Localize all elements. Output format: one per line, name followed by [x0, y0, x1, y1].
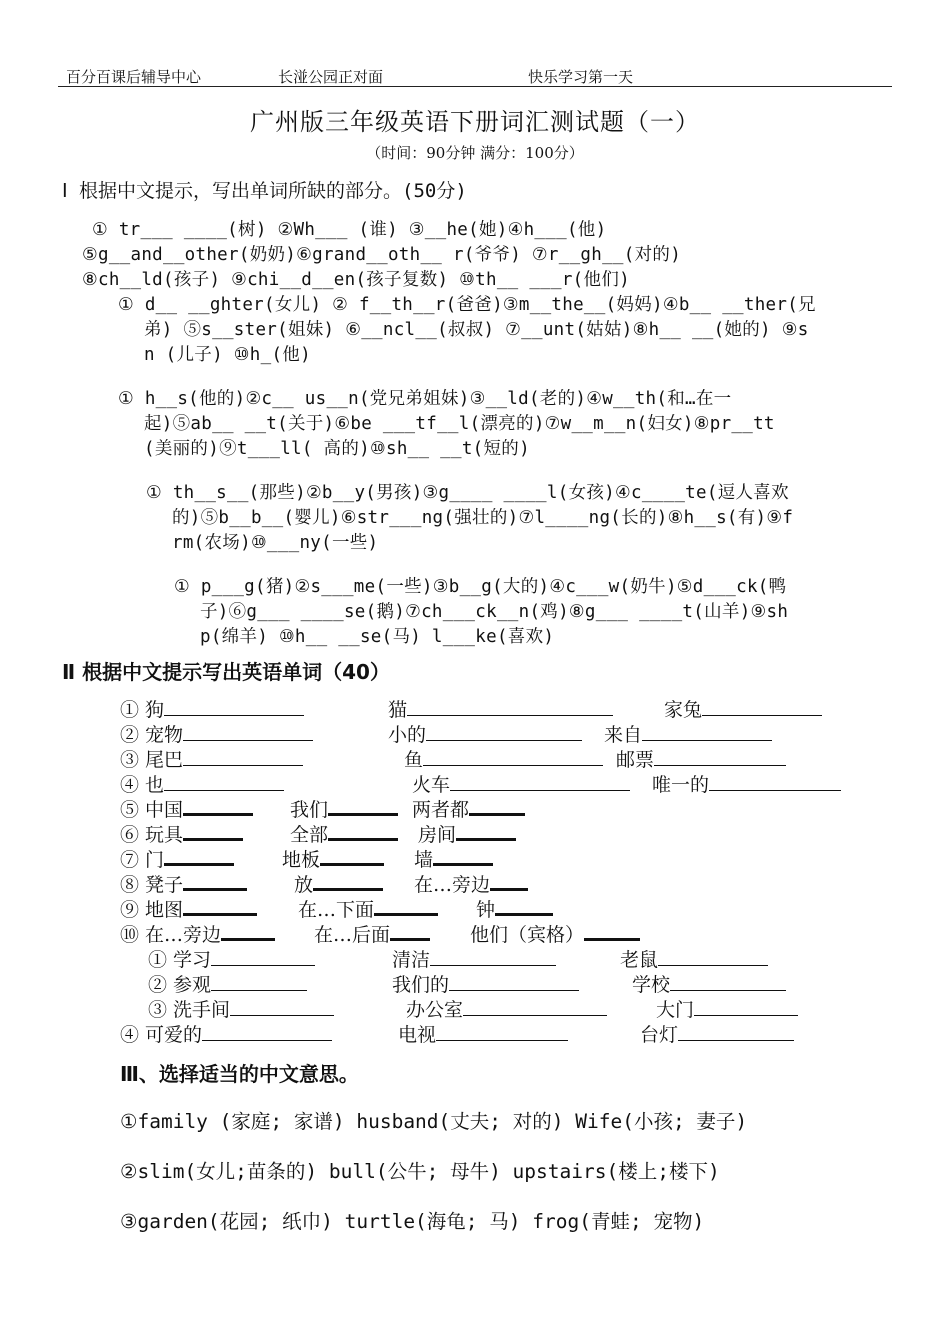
choice-question: ③garden(花园; 纸巾) turtle(海龟; 马) frog(青蛙; 宠物) — [120, 1210, 705, 1233]
answer-blank[interactable] — [390, 921, 430, 941]
vocab-prompt: 两者都 — [412, 799, 470, 821]
vocab-prompt: 唯一的 — [652, 774, 710, 796]
answer-blank[interactable] — [183, 871, 247, 891]
answer-blank[interactable] — [469, 796, 525, 816]
choice-question: ①family (家庭; 家谱) husband(丈夫; 对的) Wife(小孩; 妻子) — [120, 1110, 748, 1133]
vocab-prompt: 小的 — [388, 724, 427, 746]
answer-blank[interactable] — [374, 896, 438, 916]
answer-blank[interactable] — [230, 998, 334, 1016]
vocab-prompt: 我们 — [290, 799, 329, 821]
vocab-prompt: ② 参观 — [148, 974, 212, 996]
answer-blank[interactable] — [211, 973, 307, 991]
answer-blank[interactable] — [183, 796, 253, 816]
answer-blank[interactable] — [313, 871, 383, 891]
vocab-prompt: 台灯 — [640, 1024, 679, 1046]
vocab-prompt: 来自 — [604, 724, 643, 746]
vocab-prompt: ③ 洗手间 — [148, 999, 231, 1021]
vocab-prompt: 猫 — [388, 699, 408, 721]
vocab-prompt: 家兔 — [664, 699, 703, 721]
vocab-prompt: 电视 — [398, 1024, 437, 1046]
answer-blank[interactable] — [183, 723, 313, 741]
vocab-prompt: 办公室 — [406, 999, 464, 1021]
answer-blank[interactable] — [456, 821, 516, 841]
section1-line: ① d__ __ghter(女儿) ② f__th__r(爸爸)③m__the__(妈妈)④b__ __ther(兄 — [118, 295, 816, 315]
section1-line: ⑧ch__ld(孩子) ⑨chi__d__en(孩子复数) ⑩th__ ___r(他们) — [82, 270, 630, 290]
vocab-prompt: 在…旁边 — [414, 874, 491, 896]
vocab-prompt: 学校 — [632, 974, 671, 996]
answer-blank[interactable] — [436, 1023, 568, 1041]
vocab-prompt: ⑦ 门 — [120, 849, 165, 871]
vocab-prompt: 墙 — [414, 849, 434, 871]
section3-heading: Ⅲ、选择适当的中文意思。 — [120, 1062, 359, 1086]
answer-blank[interactable] — [642, 723, 772, 741]
vocab-prompt: ④ 可爱的 — [120, 1024, 203, 1046]
answer-blank[interactable] — [449, 973, 579, 991]
vocab-prompt: 老鼠 — [620, 949, 659, 971]
answer-blank[interactable] — [328, 821, 398, 841]
vocab-prompt: 他们（宾格） — [470, 924, 585, 946]
vocab-prompt: ② 宠物 — [120, 724, 184, 746]
vocab-prompt: 钟 — [476, 899, 496, 921]
section1-line: ⑤g__and__other(奶奶)⑥grand__oth__ r(爷爷) ⑦r__gh__(对的) — [82, 245, 682, 265]
vocab-prompt: 地板 — [282, 849, 321, 871]
vocab-prompt: 在…后面 — [314, 924, 391, 946]
vocab-prompt: 我们的 — [392, 974, 450, 996]
answer-blank[interactable] — [670, 973, 786, 991]
section1-line: 起)⑤ab__ __t(关于)⑥be ___tf__l(漂亮的)⑦w__m__n(妇女)⑧pr__tt — [144, 414, 775, 434]
vocab-prompt: 清洁 — [392, 949, 431, 971]
answer-blank[interactable] — [709, 773, 841, 791]
answer-blank[interactable] — [407, 698, 613, 716]
answer-blank[interactable] — [658, 948, 768, 966]
answer-blank[interactable] — [433, 846, 493, 866]
section1-line: n (儿子) ⑩h_(他) — [144, 345, 311, 365]
vocab-prompt: ⑧ 凳子 — [120, 874, 184, 896]
answer-blank[interactable] — [463, 998, 607, 1016]
answer-blank[interactable] — [211, 948, 315, 966]
answer-blank[interactable] — [164, 846, 234, 866]
answer-blank[interactable] — [450, 773, 630, 791]
answer-blank[interactable] — [183, 748, 303, 766]
answer-blank[interactable] — [430, 948, 556, 966]
answer-blank[interactable] — [164, 698, 304, 716]
header-left: 百分百课后辅导中心 — [66, 68, 202, 86]
vocab-prompt: 在…下面 — [298, 899, 375, 921]
vocab-prompt: ⑥ 玩具 — [120, 824, 184, 846]
section1-line: 的)⑤b__b__(婴儿)⑥str___ng(强壮的)⑦l____ng(长的)⑧h__s(有)⑨f — [172, 508, 794, 528]
vocab-prompt: 邮票 — [616, 749, 655, 771]
page-title: 广州版三年级英语下册词汇测试题（一） — [250, 108, 700, 136]
answer-blank[interactable] — [654, 748, 786, 766]
section1-line: 子)⑥g___ ____se(鹅)⑦ch___ck__n(鸡)⑧g___ ____t(山羊)⑨sh — [200, 602, 789, 622]
vocab-prompt: ⑨ 地图 — [120, 899, 184, 921]
vocab-prompt: ③ 尾巴 — [120, 749, 184, 771]
vocab-prompt: 房间 — [418, 824, 457, 846]
vocab-prompt: ⑩ 在…旁边 — [120, 924, 222, 946]
vocab-prompt: 鱼 — [404, 749, 424, 771]
answer-blank[interactable] — [183, 896, 257, 916]
header-rule — [58, 86, 892, 87]
header-middle: 长湴公园正对面 — [278, 68, 384, 86]
vocab-prompt: ① 狗 — [120, 699, 165, 721]
vocab-prompt: 放 — [294, 874, 314, 896]
vocab-prompt: ① 学习 — [148, 949, 212, 971]
answer-blank[interactable] — [202, 1023, 332, 1041]
vocab-prompt: ④ 也 — [120, 774, 165, 796]
vocab-prompt: 火车 — [412, 774, 451, 796]
section1-line: ① h__s(他的)②c__ us__n(党兄弟姐妹)③__ld(老的)④w__th(和…在一 — [118, 389, 732, 409]
choice-question: ②slim(女儿;苗条的) bull(公牛; 母牛) upstairs(楼上;楼下) — [120, 1160, 720, 1183]
page-subtitle: （时间：90分钟 满分：100分） — [366, 144, 584, 162]
answer-blank[interactable] — [320, 846, 384, 866]
section1-line: ① tr___ ____(树) ②Wh___ (谁) ③__he(她)④h___(他) — [92, 220, 607, 240]
section1-line: ① p___g(猪)②s___me(一些)③b__g(大的)④c___w(奶牛)⑤d___ck(鸭 — [174, 577, 787, 597]
answer-blank[interactable] — [694, 998, 798, 1016]
section1-line: ① th__s__(那些)②b__y(男孩)③g____ ____l(女孩)④c____te(逗人喜欢 — [146, 483, 789, 503]
section1-heading: Ⅰ 根据中文提示，写出单词所缺的部分。(50分) — [62, 180, 467, 202]
answer-blank[interactable] — [183, 821, 243, 841]
answer-blank[interactable] — [423, 748, 603, 766]
answer-blank[interactable] — [702, 698, 822, 716]
header-right: 快乐学习第一天 — [528, 68, 634, 86]
section2-heading: Ⅱ 根据中文提示写出英语单词（40） — [62, 660, 390, 684]
answer-blank[interactable] — [426, 723, 582, 741]
answer-blank[interactable] — [164, 773, 284, 791]
answer-blank[interactable] — [495, 896, 553, 916]
answer-blank[interactable] — [584, 921, 640, 941]
section1-line: 弟) ⑤s__ster(姐妹) ⑥__ncl__(叔叔) ⑦__unt(姑姑)⑧h__ __(她的) ⑨s — [144, 320, 809, 340]
answer-blank[interactable] — [328, 796, 398, 816]
answer-blank[interactable] — [490, 871, 528, 891]
section1-line: p(绵羊) ⑩h__ __se(马) l___ke(喜欢) — [200, 627, 555, 647]
vocab-prompt: 大门 — [656, 999, 695, 1021]
section1-line: rm(农场)⑩___ny(一些) — [172, 533, 379, 553]
answer-blank[interactable] — [221, 921, 275, 941]
section1-line: (美丽的)⑨t___ll( 高的)⑩sh__ __t(短的) — [144, 439, 530, 459]
vocab-prompt: ⑤ 中国 — [120, 799, 184, 821]
vocab-prompt: 全部 — [290, 824, 329, 846]
answer-blank[interactable] — [678, 1023, 794, 1041]
